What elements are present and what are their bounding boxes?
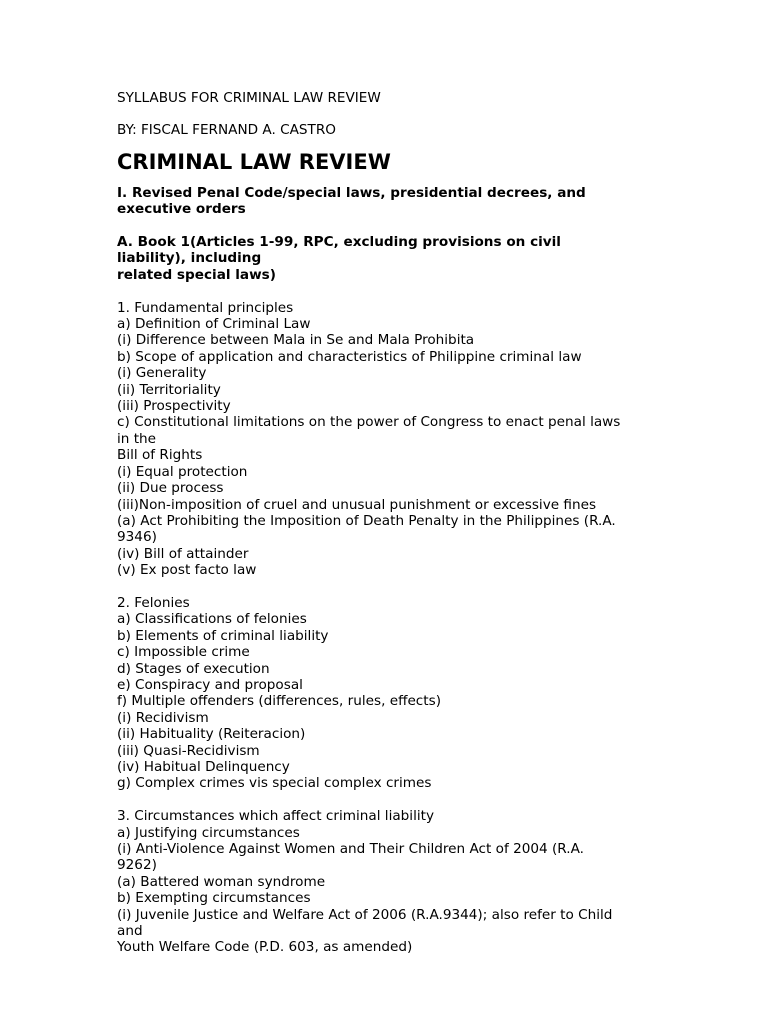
outline-line: (i) Generality xyxy=(117,365,207,382)
outline-line: b) Scope of application and characteristics of Philippine criminal law xyxy=(117,348,582,365)
outline-line: in the xyxy=(117,430,157,447)
outline-line: (iii) Prospectivity xyxy=(117,398,231,415)
outline-line: Youth Welfare Code (P.D. 603, as amended) xyxy=(117,939,413,956)
outline-line: 1. Fundamental principles xyxy=(117,299,294,316)
outline-line: (ii) Territoriality xyxy=(117,381,221,398)
outline-line: (i) Difference between Mala in Se and Mala Prohibita xyxy=(117,332,475,349)
outline-line: (iii) Quasi-Recidivism xyxy=(117,742,260,759)
outline-line: f) Multiple offenders (differences, rules, effects) xyxy=(117,693,441,710)
outline-line: (v) Ex post facto law xyxy=(117,562,257,579)
outline-line: (iv) Habitual Delinquency xyxy=(117,758,290,775)
outline-line: (ii) Due process xyxy=(117,480,224,497)
outline-line: e) Conspiracy and proposal xyxy=(117,676,303,693)
outline-line: b) Elements of criminal liability xyxy=(117,627,329,644)
document-page xyxy=(117,90,657,956)
subsection-heading-line: liability), including xyxy=(117,250,262,267)
syllabus-line: SYLLABUS FOR CRIMINAL LAW REVIEW xyxy=(117,90,381,106)
author-line: BY: FISCAL FERNAND A. CASTRO xyxy=(117,122,336,139)
outline-line: (i) Recidivism xyxy=(117,709,209,726)
outline-line: Bill of Rights xyxy=(117,447,203,464)
outline-line: b) Exempting circumstances xyxy=(117,890,311,907)
section-heading-line: executive orders xyxy=(117,201,246,218)
outline-line: (i) Anti-Violence Against Women and Their Children Act of 2004 (R.A. xyxy=(117,841,584,857)
topic-block xyxy=(117,300,657,579)
document-title: CRIMINAL LAW REVIEW xyxy=(117,149,391,174)
outline-line: 2. Felonies xyxy=(117,594,190,611)
outline-line: (i) Juvenile Justice and Welfare Act of 2006 (R.A.9344); also refer to Child xyxy=(117,906,613,923)
subsection-heading xyxy=(117,234,657,283)
outline-line: (a) Battered woman syndrome xyxy=(117,873,326,890)
section-heading xyxy=(117,185,657,218)
outline-line: (ii) Habituality (Reiteracion) xyxy=(117,726,306,743)
outline-line: (a) Act Prohibiting the Imposition of Death Penalty in the Philippines (R.A. xyxy=(117,512,616,529)
outline-line: g) Complex crimes vis special complex crimes xyxy=(117,775,432,792)
outline-line: d) Stages of execution xyxy=(117,660,270,677)
outline-line: (iii)Non-imposition of cruel and unusual punishment or excessive fines xyxy=(117,496,597,513)
topic-list xyxy=(117,300,657,956)
topic-block xyxy=(117,808,657,956)
section-heading-line: I. Revised Penal Code/special laws, presidential decrees, and xyxy=(117,184,586,201)
outline-line: 3. Circumstances which affect criminal liability xyxy=(117,808,435,825)
subsection-heading-line: related special laws) xyxy=(117,266,276,283)
outline-line: and xyxy=(117,923,143,940)
outline-line: (i) Equal protection xyxy=(117,463,248,480)
outline-line: a) Justifying circumstances xyxy=(117,824,300,841)
outline-line: (iv) Bill of attainder xyxy=(117,545,249,562)
outline-line: c) Constitutional limitations on the power of Congress to enact penal laws xyxy=(117,414,621,431)
outline-line: 9346) xyxy=(117,529,157,546)
outline-line: c) Impossible crime xyxy=(117,644,250,661)
outline-line: 9262) xyxy=(117,857,157,874)
outline-line: a) Classifications of felonies xyxy=(117,611,307,628)
outline-line: a) Definition of Criminal Law xyxy=(117,316,311,333)
topic-block xyxy=(117,595,657,792)
subsection-heading-line: A. Book 1(Articles 1-99, RPC, excluding provisions on civil xyxy=(117,234,561,251)
